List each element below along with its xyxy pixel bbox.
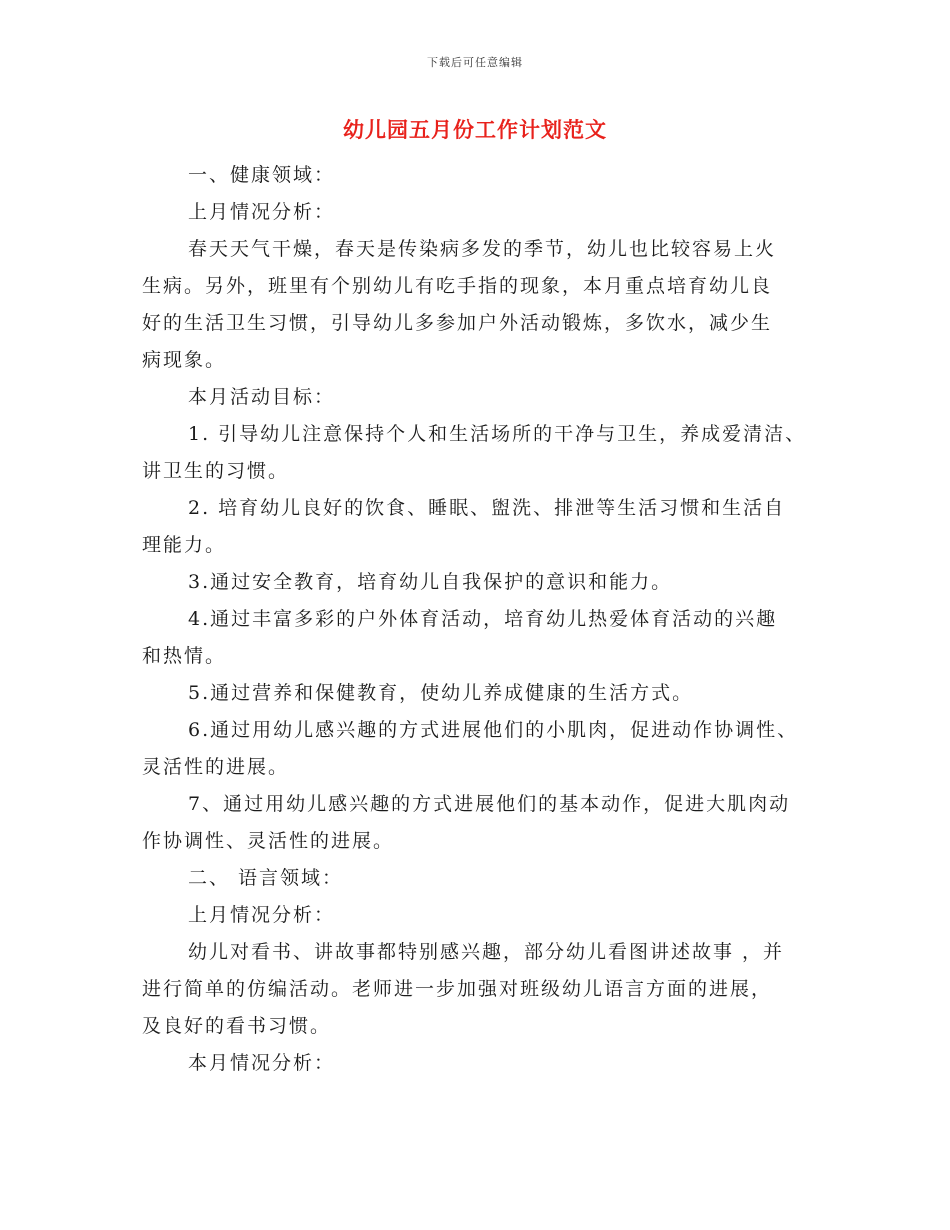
paragraph — [142, 601, 812, 675]
paragraph — [142, 675, 812, 712]
paragraph-line: 幼儿对看书、讲故事都特别感兴趣，部分幼儿看图讲述故事 ，并 — [188, 941, 785, 963]
paragraph — [142, 194, 812, 231]
document-title: 幼儿园五月份工作计划范文 — [343, 117, 607, 142]
paragraph-line: 一、健康领域： — [188, 164, 336, 186]
paragraph-line: 好的生活卫生习惯，引导幼儿多参加户外活动锻炼，多饮水，减少生 — [142, 312, 773, 334]
paragraph-line: 作协调性、灵活性的进展。 — [142, 830, 395, 852]
paragraph-line: 上月情况分析： — [188, 904, 336, 926]
paragraph — [142, 860, 812, 897]
paragraph-line: 春天天气干燥，春天是传染病多发的季节，幼儿也比较容易上火 — [188, 238, 777, 260]
paragraph-line: 生病。另外，班里有个别幼儿有吃手指的现象，本月重点培育幼儿良 — [142, 275, 773, 297]
paragraph — [142, 231, 812, 379]
paragraph — [142, 712, 812, 786]
paragraph — [142, 934, 812, 1045]
paragraph-line: 和热情。 — [142, 645, 227, 667]
document-body — [142, 157, 812, 1082]
paragraph — [142, 564, 812, 601]
paragraph — [142, 379, 812, 416]
paragraph-line: 及良好的看书习惯。 — [142, 1015, 332, 1037]
paragraph-line: 本月活动目标： — [188, 386, 336, 408]
paragraph — [142, 157, 812, 194]
paragraph-line: 理能力。 — [142, 534, 227, 556]
paragraph-line: 二、 语言领域： — [188, 867, 344, 889]
paragraph-line: 灵活性的进展。 — [142, 756, 290, 778]
paragraph — [142, 897, 812, 934]
paragraph-line: 4.通过丰富多彩的户外体育活动，培育幼儿热爱体育活动的兴趣 — [188, 608, 778, 630]
paragraph-line: 本月情况分析： — [188, 1052, 336, 1074]
paragraph-line: 病现象。 — [142, 349, 227, 371]
paragraph-line: 1. 引导幼儿注意保持个人和生活场所的干净与卫生，养成爱清洁、 — [188, 423, 807, 445]
paragraph — [142, 416, 812, 490]
paragraph-line: 2. 培育幼儿良好的饮食、睡眠、盥洗、排泄等生活习惯和生活自 — [188, 497, 786, 519]
paragraph-line: 讲卫生的习惯。 — [142, 460, 290, 482]
paragraph-line: 3.通过安全教育，培育幼儿自我保护的意识和能力。 — [188, 571, 673, 593]
paragraph — [142, 786, 812, 860]
paragraph — [142, 490, 812, 564]
paragraph-line: 5.通过营养和保健教育，使幼儿养成健康的生活方式。 — [188, 682, 694, 704]
paragraph-line: 上月情况分析： — [188, 201, 336, 223]
paragraph-line: 7、通过用幼儿感兴趣的方式进展他们的基本动作，促进大肌肉动 — [188, 793, 791, 815]
header-note: 下载后可任意编辑 — [427, 56, 523, 69]
paragraph — [142, 1045, 812, 1082]
paragraph-line: 进行简单的仿编活动。老师进一步加强对班级幼儿语言方面的进展， — [142, 978, 773, 1000]
paragraph-line: 6.通过用幼儿感兴趣的方式进展他们的小肌肉，促进动作协调性、 — [188, 719, 799, 741]
